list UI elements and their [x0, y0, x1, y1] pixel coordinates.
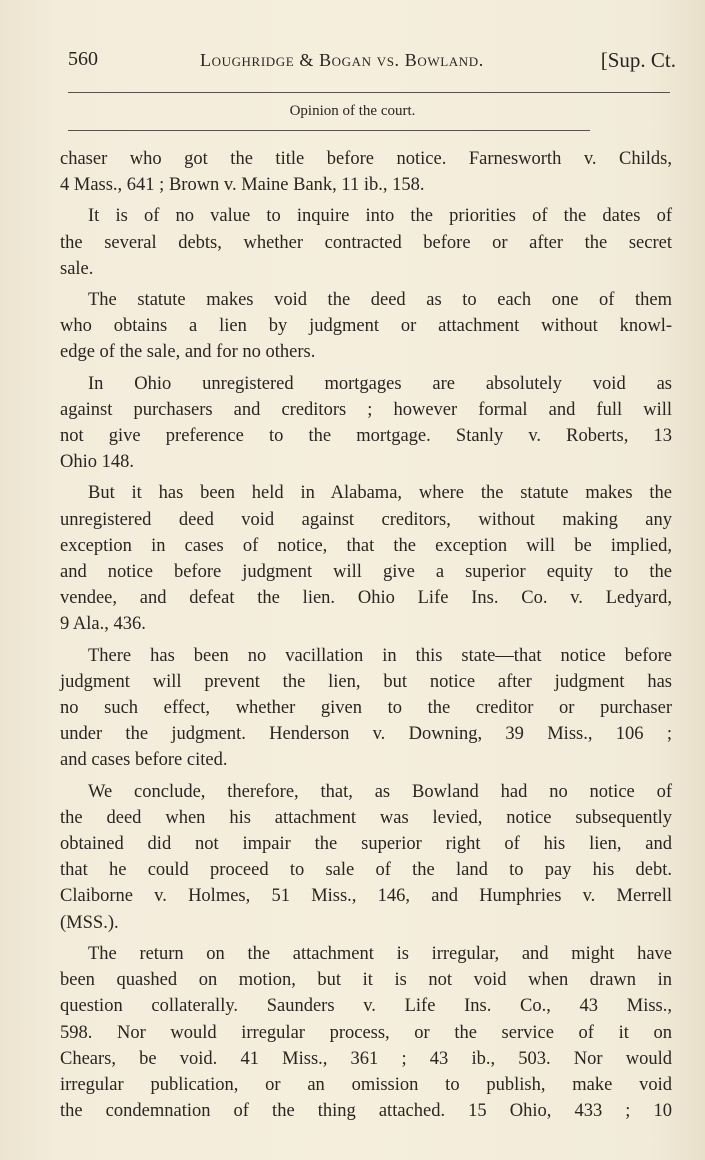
- text-line: We conclude, therefore, that, as Bowland had no notice of: [88, 781, 672, 802]
- text-line: There has been no vacillation in this state—that notice before: [88, 645, 672, 666]
- paragraph: [60, 371, 672, 476]
- text-line: sale.: [60, 258, 94, 279]
- text-line: In Ohio unregistered mortgages are absolutely void as: [88, 373, 672, 394]
- text-line: (MSS.).: [60, 912, 119, 933]
- text-line: chaser who got the title before notice. Farnesworth v. Childs,: [60, 149, 672, 169]
- text-line: the condemnation of the thing attached. 15 Ohio, 433 ; 10: [60, 1101, 672, 1122]
- text-line: unregistered deed void against creditors, without making any: [60, 509, 672, 530]
- paragraph: [60, 287, 672, 366]
- header-rule: [68, 92, 670, 93]
- opinion-text: [60, 146, 672, 1129]
- text-line: the deed when his attachment was levied, notice subsequently: [60, 807, 672, 828]
- paragraph: [60, 643, 672, 774]
- text-line: and cases before cited.: [60, 750, 228, 771]
- text-line: the several debts, whether contracted before or after the secret: [60, 232, 672, 253]
- paragraph: [60, 941, 672, 1124]
- text-line: no such effect, whether given to the creditor or purchaser: [60, 698, 672, 719]
- text-line: exception in cases of notice, that the exception will be implied,: [60, 535, 672, 556]
- court-label: [Sup. Ct.: [600, 48, 676, 72]
- running-title: Loughridge & Bogan vs. Bowland.: [200, 50, 484, 70]
- text-line: been quashed on motion, but it is not void when drawn in: [60, 970, 672, 991]
- subheading-rule: [68, 130, 590, 131]
- text-line: edge of the sale, and for no others.: [60, 342, 316, 363]
- section-subheading: Opinion of the court.: [289, 103, 416, 119]
- text-line: Chears, be void. 41 Miss., 361 ; 43 ib., 503. Nor would: [60, 1048, 672, 1069]
- paragraph: [60, 480, 672, 637]
- running-head: [68, 46, 680, 80]
- text-line: Claiborne v. Holmes, 51 Miss., 146, and Humphries v. Merrell: [60, 886, 672, 907]
- text-line: question collaterally. Saunders v. Life Ins. Co., 43 Miss.,: [60, 996, 672, 1017]
- text-line: The statute makes void the deed as to each one of them: [88, 290, 672, 311]
- text-line: who obtains a lien by judgment or attachment without knowl-: [60, 316, 672, 337]
- text-line: judgment will prevent the lien, but notice after judgment has: [60, 671, 672, 692]
- text-line: But it has been held in Alabama, where the statute makes the: [88, 483, 672, 504]
- paragraph: [60, 146, 672, 198]
- text-line: that he could proceed to sale of the land to pay his debt.: [60, 860, 672, 881]
- text-line: obtained did not impair the superior right of his lien, and: [60, 834, 672, 855]
- text-line: not give preference to the mortgage. Stanly v. Roberts, 13: [60, 426, 672, 447]
- text-line: 4 Mass., 641 ; Brown v. Maine Bank, 11 ib., 158.: [60, 175, 425, 196]
- text-line: Ohio 148.: [60, 452, 134, 473]
- paragraph: [60, 203, 672, 282]
- text-line: against purchasers and creditors ; however formal and full will: [60, 399, 672, 420]
- page-number: 560: [68, 48, 98, 70]
- text-line: irregular publication, or an omission to publish, make void: [60, 1074, 672, 1095]
- text-line: and notice before judgment will give a superior equity to the: [60, 562, 672, 583]
- paragraph: [60, 779, 672, 936]
- text-line: 598. Nor would irregular process, or the service of it on: [60, 1022, 672, 1043]
- text-line: The return on the attachment is irregular, and might have: [88, 943, 672, 964]
- text-line: under the judgment. Henderson v. Downing, 39 Miss., 106 ;: [60, 724, 672, 745]
- text-line: 9 Ala., 436.: [60, 614, 146, 635]
- text-line: It is of no value to inquire into the priorities of the dates of: [88, 206, 672, 227]
- text-line: vendee, and defeat the lien. Ohio Life Ins. Co. v. Ledyard,: [60, 588, 672, 609]
